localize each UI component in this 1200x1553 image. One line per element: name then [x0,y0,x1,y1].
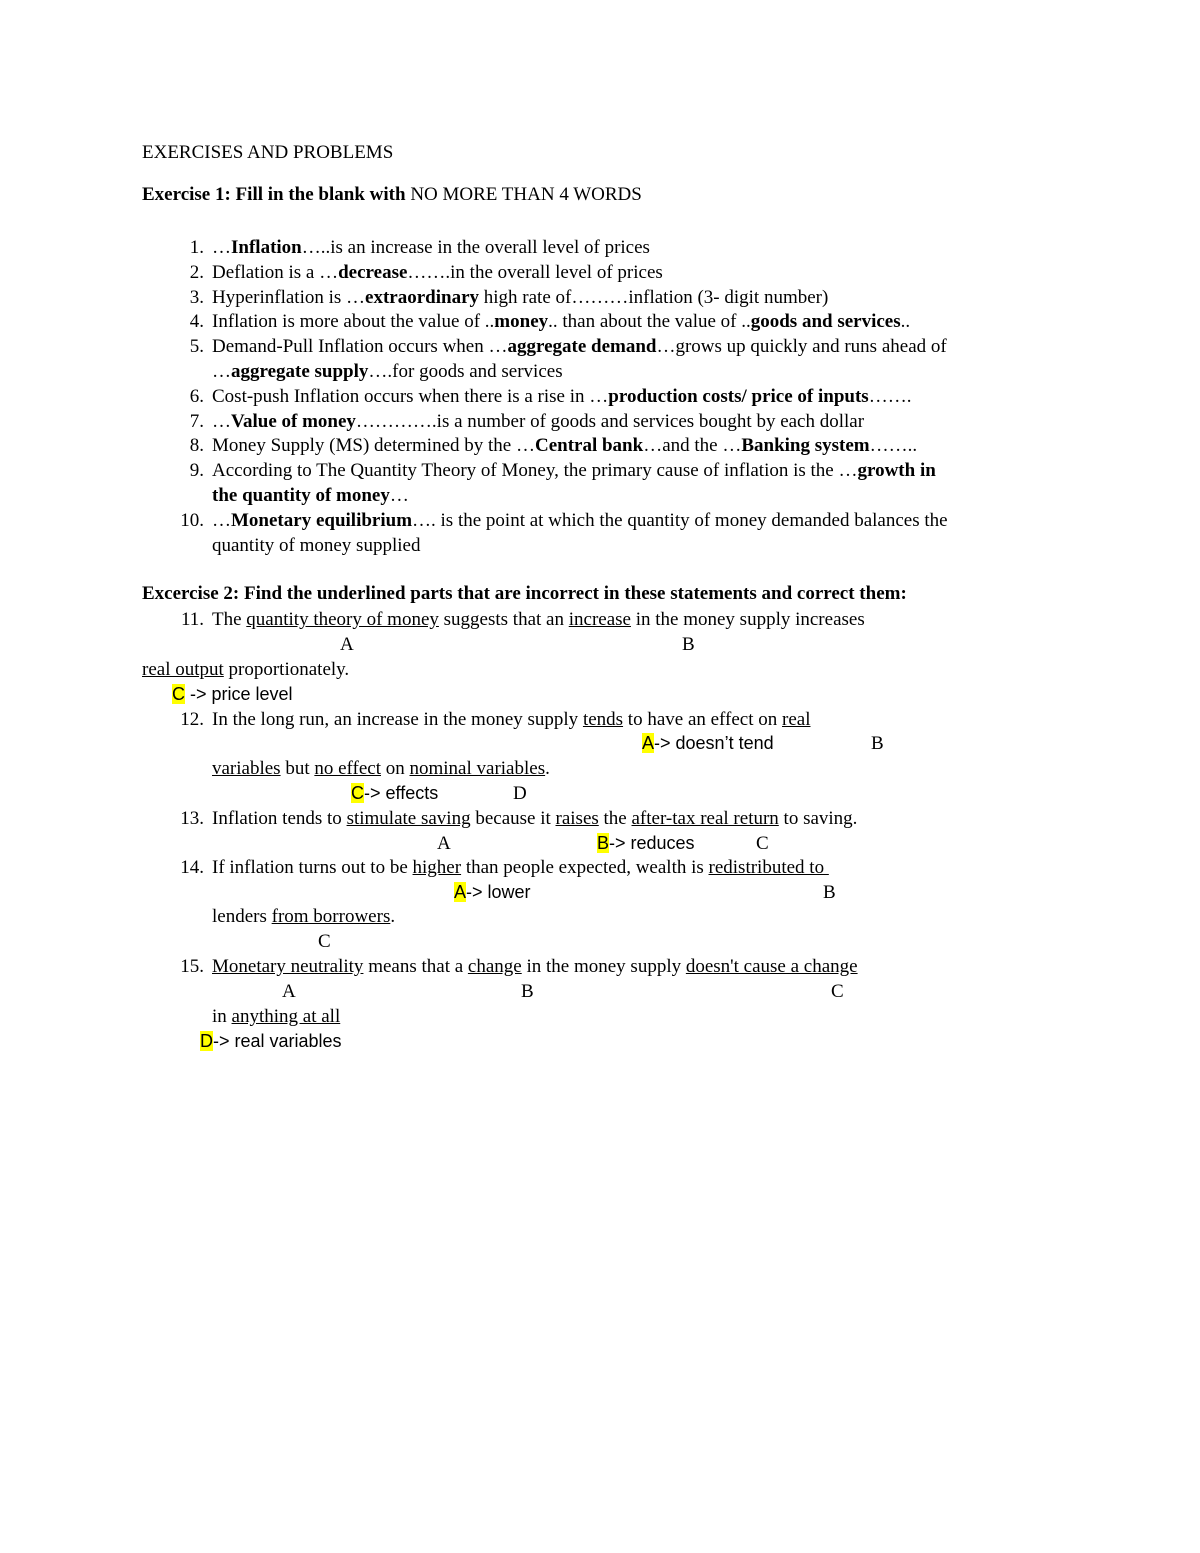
marker-c: C [831,981,844,1002]
answer-bold: aggregate demand [507,336,657,358]
question-15-continuation [212,1004,340,1029]
text-segment: quantity of money supplied [212,534,421,556]
highlighted-answer-letter: B [597,833,610,853]
underlined-part-c: no effect [314,758,381,779]
question-14-continuation [212,904,395,929]
question-text [212,806,857,831]
underlined-part-b: redistributed to [708,857,829,878]
highlighted-answer-letter: A [454,882,467,902]
text-segment: in the money supply [521,956,686,977]
item-text [212,235,650,260]
text-segment: … [212,361,231,382]
item-number: 1. [189,237,204,258]
answer-bold: the quantity of money [212,485,390,506]
answer-text: -> doesn’t tend [654,733,774,753]
item-number: 9. [189,460,204,482]
question-text [212,607,865,632]
text-segment: the [598,808,632,829]
text-segment: in the money supply increases [630,609,865,630]
item-text [212,309,910,334]
text-segment: means that a [363,956,468,977]
underlined-part-b: real [782,709,811,730]
answer-bold: growth in [857,460,936,482]
text-segment: According to The Quantity Theory of Money, the primary cause of inflation is the … [212,460,858,482]
question-number: 14. [180,857,204,878]
marker-a: A [340,634,354,655]
underlined-part-a: Monetary neutrality [212,956,364,977]
text-segment: than people expected, wealth is [461,857,709,878]
answer-12-a [642,731,774,756]
item-text [212,433,917,458]
underlined-part-b: change [467,956,522,977]
text-segment: .. than about the value of .. [548,311,751,333]
item-number: 6. [189,385,204,407]
item-text [212,409,864,434]
text-segment: The [212,609,247,630]
text-segment: … [212,410,231,432]
answer-bold: aggregate supply [231,361,369,382]
item-number: 3. [189,286,204,308]
item-number: 4. [189,311,204,333]
text-segment: . [545,758,550,779]
text-segment: . [390,906,396,927]
text-segment: … [389,485,409,506]
marker-b: B [871,733,884,754]
text-segment: Inflation is more about the value of .. [212,311,495,333]
text-segment: …. is the point at which the quantity of money demanded balances the [412,509,948,531]
text-segment: …….in the overall level of prices [407,261,663,283]
marker-b: B [521,981,534,1002]
item-text [212,384,911,409]
text-segment: Deflation is a … [212,261,339,283]
answer-bold: Monetary equilibrium [231,509,413,531]
question-11-continuation [142,657,349,682]
text-segment: …..is an increase in the overall level of prices [301,237,650,258]
underlined-part-a: tends [582,709,624,730]
underlined-part-c: real output [142,659,224,680]
item-number: 8. [189,435,204,457]
text-segment: ………….is a number of goods and services bought by each dollar [355,410,865,432]
item-text [212,483,409,508]
exercise-1-heading [142,184,642,206]
underlined-part-c: doesn't cause a change [685,956,858,977]
answer-bold: money [494,311,549,333]
item-number: 2. [189,261,204,283]
answer-bold: extraordinary [365,286,480,308]
answer-bold: goods and services [750,311,901,333]
underlined-part-b: raises [555,808,599,829]
text-segment: on [381,758,410,779]
text-segment: ……. [868,385,912,407]
answer-bold: production costs/ price of inputs [608,385,869,407]
text-segment: …grows up quickly and runs ahead of [656,336,947,358]
answer-bold: Central bank [534,435,644,457]
underlined-part-a: quantity theory of money [246,609,439,630]
question-number: 13. [180,808,204,829]
text-segment: lenders [212,906,272,927]
highlighted-answer-letter: C [351,783,364,803]
text-segment: In the long run, an increase in the money supply [212,709,583,730]
text-segment: … [212,509,231,531]
text-segment: … [212,237,231,258]
answer-14-a [454,880,531,905]
text-segment: to have an effect on [623,709,783,730]
marker-c: C [756,833,769,854]
marker-d: D [513,783,527,804]
item-text [212,458,936,483]
answer-text: -> real variables [213,1031,342,1051]
marker-b: B [682,634,695,655]
underlined-part-d: nominal variables [409,758,546,779]
question-number: 15. [180,956,204,977]
answer-bold: Inflation [231,237,302,258]
item-number: 7. [189,410,204,432]
text-segment: high rate of………inflation (3- digit number) [479,286,829,308]
page-title: EXERCISES AND PROBLEMS [142,142,394,163]
text-segment: …….. [869,435,918,457]
question-number: 11. [180,609,204,630]
answer-text: -> reduces [609,833,695,853]
exercise-1-heading-bold: Exercise 1: Fill in the blank with [142,184,411,205]
item-number: 10. [180,509,204,531]
marker-b: B [823,882,836,903]
answer-12-c [351,781,438,806]
item-text [212,334,947,359]
text-segment: but [280,758,315,779]
text-segment: Hyperinflation is … [212,286,366,308]
text-segment: Money Supply (MS) determined by the … [212,435,535,457]
marker-a: A [437,833,451,854]
text-segment: proportionately. [223,659,350,680]
question-12-continuation [212,756,550,781]
answer-bold: Value of money [231,410,356,432]
text-segment: suggests that an [438,609,569,630]
text-segment: to saving. [778,808,858,829]
answer-text: -> price level [185,684,293,704]
question-text [212,954,858,979]
text-segment: Inflation tends to [212,808,347,829]
marker-c: C [318,931,331,952]
answer-text: -> effects [364,783,439,803]
highlighted-answer-letter: A [642,733,655,753]
answer-bold: decrease [338,261,408,283]
marker-a: A [282,981,296,1002]
underlined-part-b: increase [568,609,631,630]
item-text [212,260,663,285]
answer-11 [172,682,293,707]
underlined-text: variables [212,758,281,779]
highlighted-answer-letter: D [200,1031,213,1051]
answer-text: -> lower [466,882,531,902]
exercise-2-heading: Excercise 2: Find the underlined parts that are incorrect in these statements and correct them: [142,583,907,604]
underlined-part-a: stimulate saving [346,808,471,829]
underlined-part-c: from borrowers [271,906,391,927]
item-text [212,533,420,558]
item-number: 5. [189,336,204,358]
text-segment: Demand-Pull Inflation occurs when … [212,336,508,358]
text-segment: .. [900,311,911,333]
underlined-part-a: higher [412,857,462,878]
text-segment: Cost-push Inflation occurs when there is a rise in … [212,385,609,407]
exercise-1-heading-rest: NO MORE THAN 4 WORDS [410,184,642,205]
answer-13-b [597,831,695,856]
answer-15-d [200,1029,342,1054]
highlighted-answer-letter: C [172,684,185,704]
text-segment: ….for goods and services [368,361,563,382]
underlined-part-d: anything at all [231,1006,341,1027]
item-text [212,285,828,310]
item-text [212,508,948,533]
question-text [212,855,829,880]
text-segment: …and the … [643,435,742,457]
answer-bold: Banking system [741,435,870,457]
text-segment: If inflation turns out to be [212,857,413,878]
question-text [212,707,811,732]
underlined-part-c: after-tax real return [631,808,779,829]
item-text [212,359,563,384]
question-number: 12. [180,709,204,730]
text-segment: in [212,1006,232,1027]
text-segment: because it [470,808,556,829]
